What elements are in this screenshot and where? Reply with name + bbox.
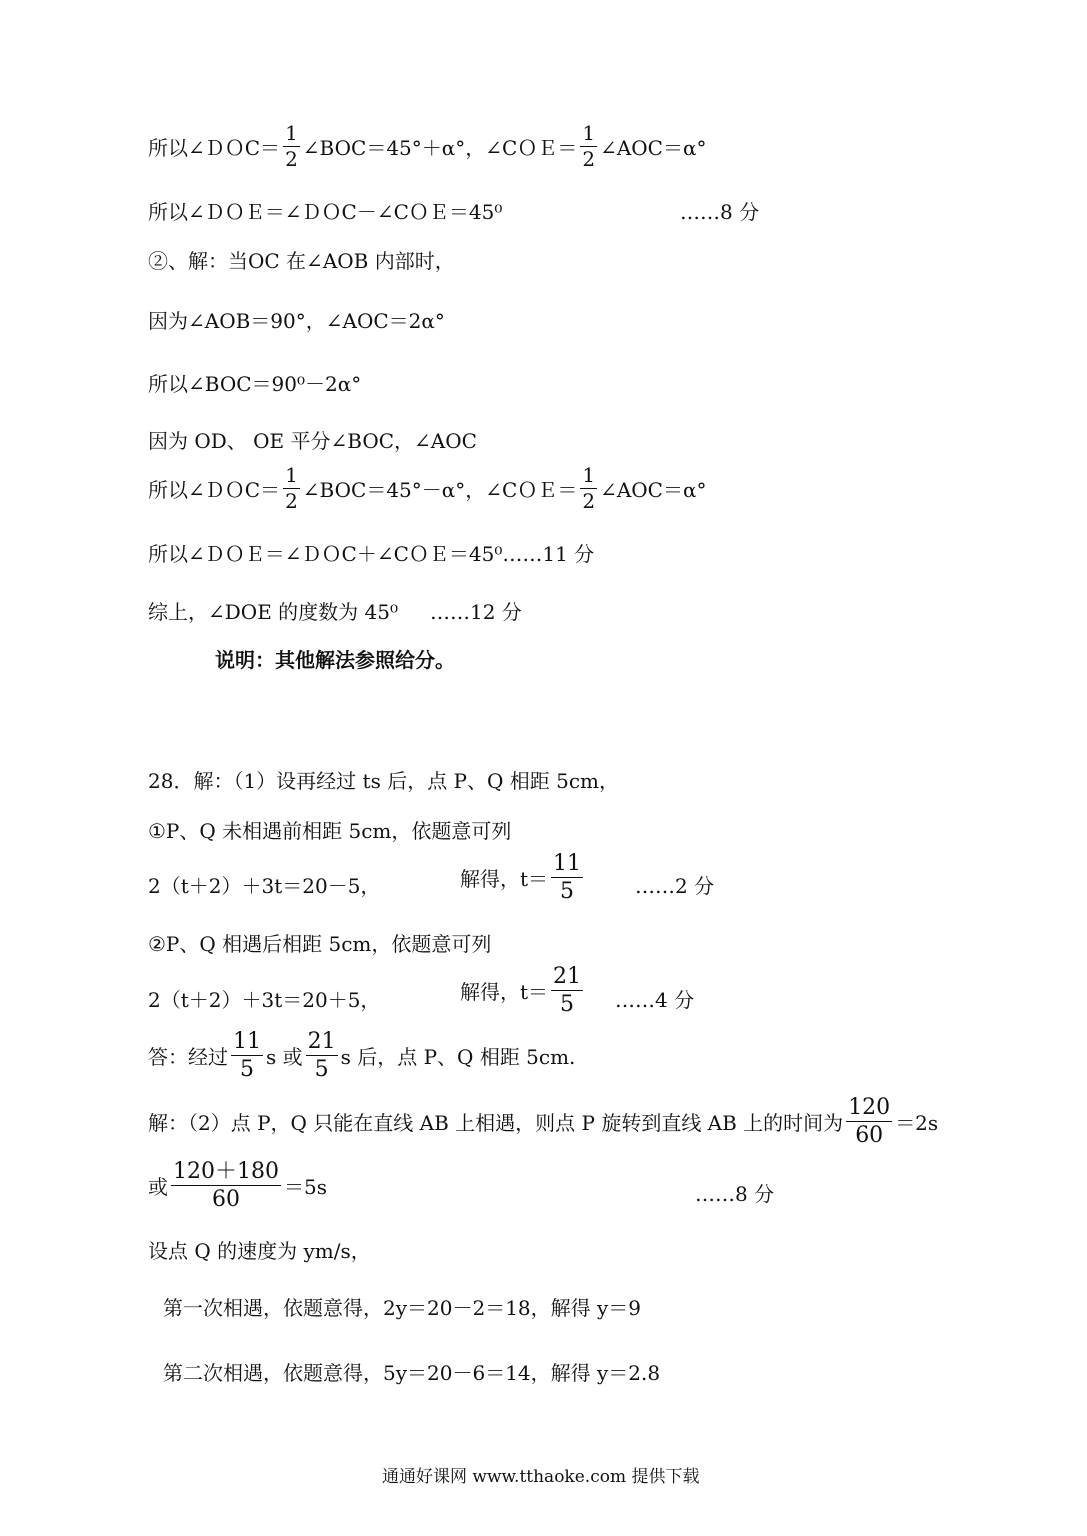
equation-1: 2（t＋2）＋3t＝20－5， [148,874,381,898]
part-2-time-2: 或 $\frac{120+180}{60}$ ＝5s [148,1159,327,1213]
fraction-11-5: $\frac{11}{5}$ [553,851,582,905]
score-12: ……12 分 [430,600,522,624]
line-aob-90: 因为∠AOB＝90°，∠AOC＝2α° [148,309,445,333]
score-8: ……8 分 [680,200,760,224]
line-conclusion: 综上，∠DOE 的度数为 45⁰ [148,600,398,624]
answer-1: 答：经过 $\frac{11}{5}$ s 或 $\frac{21}{5}$ s 后，点 P、Q 相距 5cm. [148,1029,576,1083]
line-bisect: 因为 OD、 OE 平分∠BOC，∠AOC [148,429,477,453]
fraction-21-5: $\frac{21}{5}$ [553,964,582,1018]
fraction-21-5: $\frac{21}{5}$ [307,1029,336,1083]
line-case-inside: ②、解：当OC 在∠AOB 内部时， [148,249,455,273]
part-2-time: 解：（2）点 P，Q 只能在直线 AB 上相遇，则点 P 旋转到直线 AB 上的时间为 $\frac{120}{60}$ ＝2s [148,1095,939,1149]
fraction-half: $\frac{1}{2}$ [582,121,596,171]
line-doe-45-2: 所以∠ＤＯＥ＝∠ＤＯC＋∠CＯＥ＝45⁰……11 分 [148,542,595,566]
solution-1: 解得，t＝ $\frac{11}{5}$ [460,851,582,905]
footer: 通通好课网 www.tthaoke.com 提供下载 [382,1467,700,1487]
fraction-half: $\frac{1}{2}$ [582,463,596,513]
score-8-b: ……8 分 [695,1182,775,1206]
set-speed: 设点 Q 的速度为 ym/s， [148,1239,371,1263]
fraction-11-5: $\frac{11}{5}$ [233,1029,261,1083]
line-doc-half-boc: 所以∠ＤＯC＝ $\frac{1}{2}$ ∠BOC＝45°＋α°，∠CＯＥ＝ $\frac{1}{2}$ ∠AOC＝α° [148,121,707,171]
solution-2: 解得，t＝ $\frac{21}{5}$ [460,964,582,1018]
fraction-half: $\frac{1}{2}$ [285,121,298,171]
first-meet: 第一次相遇，依题意得，2y＝20－2＝18，解得 y＝9 [163,1296,642,1320]
score-2: ……2 分 [635,874,715,898]
fraction-half: $\frac{1}{2}$ [285,463,298,513]
score-4: ……4 分 [615,988,695,1012]
question-28: 28．解：（1）设再经过 ts 后，点 P、Q 相距 5cm， [148,769,620,793]
equation-2: 2（t＋2）＋3t＝20＋5， [148,988,381,1012]
line-doe-45: 所以∠ＤＯＥ＝∠ＤＯC－∠CＯＥ＝45⁰ [148,200,503,224]
line-doc-half-boc-2: 所以∠ＤＯC＝ $\frac{1}{2}$ ∠BOC＝45°－α°，∠CＯＥ＝ $\frac{1}{2}$ ∠AOC＝α° [148,463,707,513]
case-2: ②P、Q 相遇后相距 5cm，依题意可列 [148,932,492,956]
note: 说明：其他解法参照给分。 [215,648,455,672]
second-meet: 第二次相遇，依题意得，5y＝20－6＝14，解得 y＝2.8 [163,1361,661,1385]
line-boc: 所以∠BOC＝90⁰－2α° [148,372,362,396]
fraction-300-60: $\frac{120+180}{60}$ [173,1159,279,1213]
fraction-120-60: $\frac{120}{60}$ [848,1095,891,1149]
case-1: ①P、Q 未相遇前相距 5cm，依题意可列 [148,819,512,843]
